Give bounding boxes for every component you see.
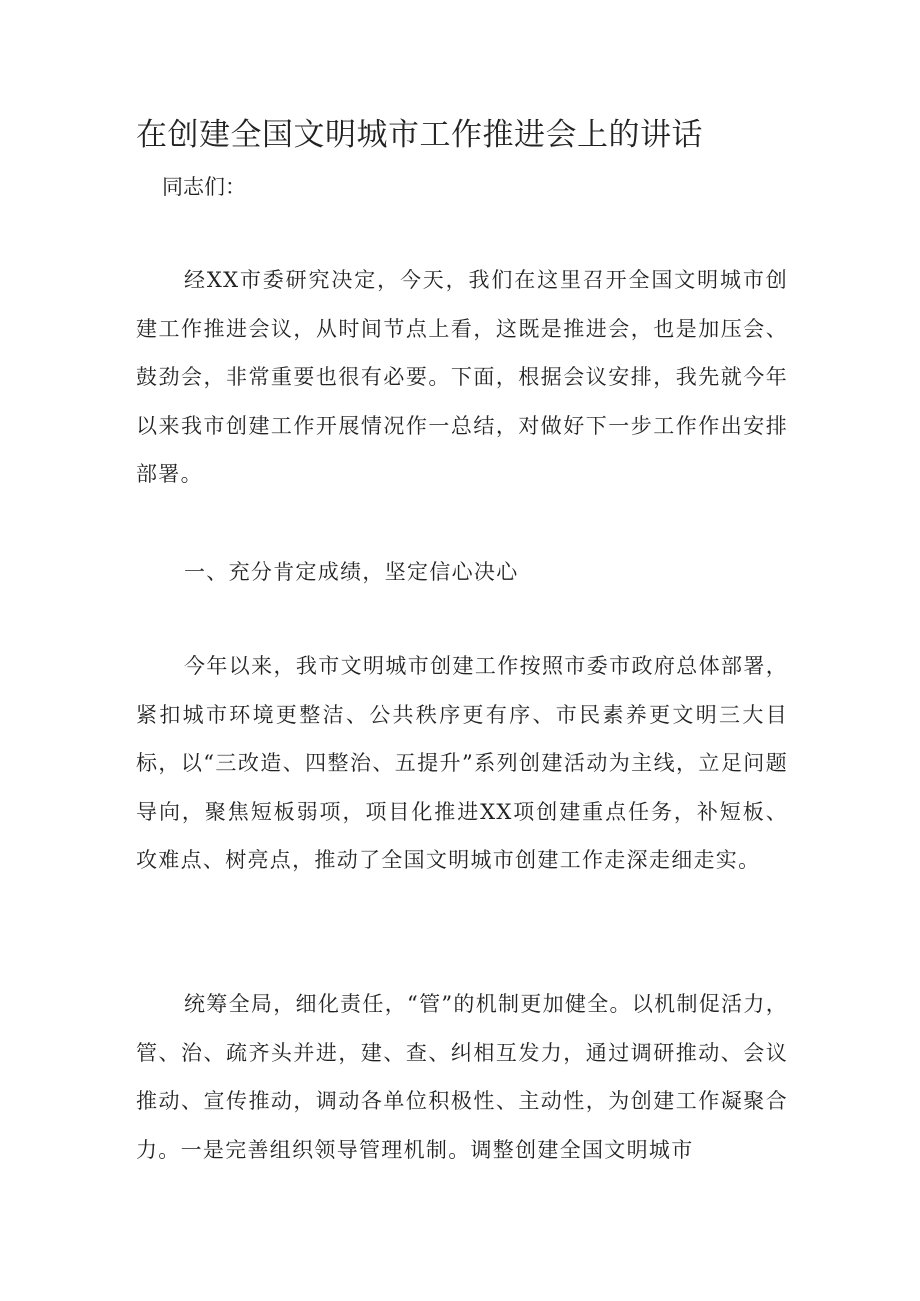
salutation: 同志们： bbox=[162, 175, 246, 199]
document-title: 在创建全国文明城市工作推进会上的讲话 bbox=[136, 117, 703, 153]
paragraph-mechanism: 统筹全局，细化责任，“管”的机制更加健全。以机制促活力，管、治、疏齐头并进，建、查、纠相互发力，通过调研推动、会议推动、宣传推动，调动各单位积极性、主动性，为创建工作凝聚合力。一是完善组织领导管理机制。调整创建全国文明城市 bbox=[136, 992, 788, 1162]
paragraph-intro: 经XX市委研究决定，今天，我们在这里召开全国文明城市创建工作推进会议，从时间节点上看，这既是推进会，也是加压会、鼓劲会，非常重要也很有必要。下面，根据会议安排，我先就今年以来我市创建工作开展情况作一总结，对做好下一步工作作出安排部署。 bbox=[136, 268, 788, 486]
paragraph-achievements: 今年以来，我市文明城市创建工作按照市委市政府总体部署，紧扣城市环境更整洁、公共秩序更有序、市民素养更文明三大目标，以“三改造、四整治、五提升”系列创建活动为主线，立足问题导向，聚焦短板弱项，项目化推进XX项创建重点任务，补短板、攻难点、树亮点，推动了全国文明城市创建工作走深走细走实。 bbox=[136, 654, 788, 872]
section-heading: 一、充分肯定成绩，坚定信心决心 bbox=[184, 560, 519, 584]
